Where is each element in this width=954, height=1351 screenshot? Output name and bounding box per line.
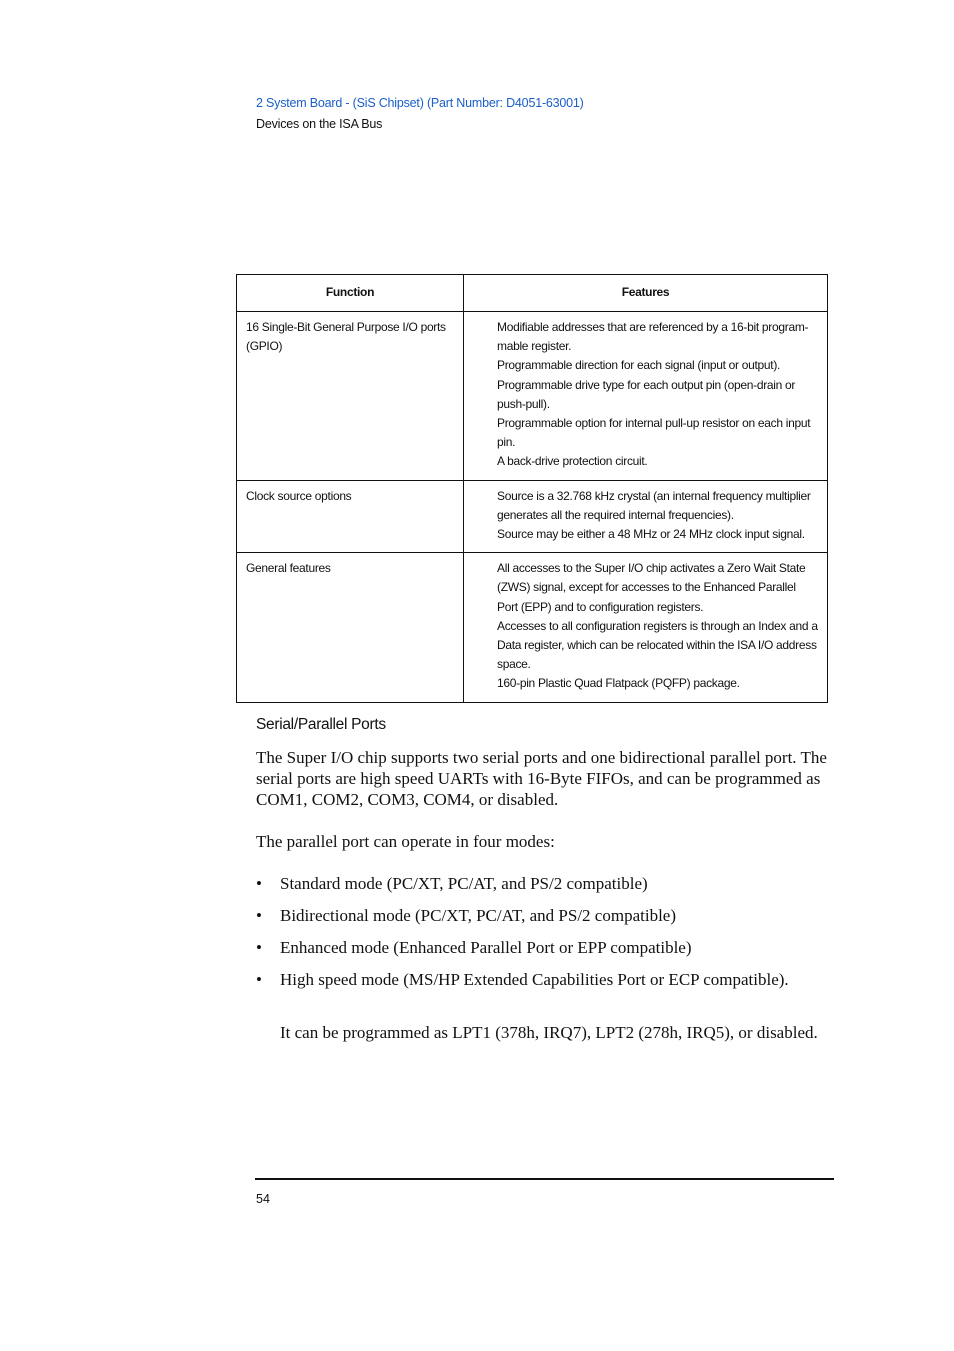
features-table — [236, 274, 828, 703]
body-paragraph: The Super I/O chip supports two serial ports and one bidirectional parallel port. The serial ports are high speed UARTs with 16-Byte FIFOs, and can be programmed as COM1, COM2, COM3, COM4, or disabled. — [256, 748, 827, 809]
footer-divider — [255, 1178, 834, 1180]
column-header-features: Features — [464, 275, 828, 312]
list-item-text: Enhanced mode (Enhanced Parallel Port or EPP compatible) — [280, 938, 692, 957]
feature-item: Accesses to all configuration registers is through an Index and a Data register, which can be relocated within the ISA I/O address space. — [497, 618, 818, 672]
feature-item: Programmable direction for each signal (input or output). — [497, 358, 781, 373]
feature-item: Source is a 32.768 kHz crystal (an internal frequency multiplier generates all the required internal frequencies). — [497, 488, 811, 522]
function-cell: Clock source options — [237, 480, 464, 553]
column-header-function: Function — [237, 275, 464, 312]
feature-item: A back-drive protection circuit. — [497, 454, 648, 469]
body-paragraph: The parallel port can operate in four modes: — [256, 832, 555, 851]
table-row — [237, 480, 828, 553]
page-header — [256, 96, 856, 131]
feature-item: Source may be either a 48 MHz or 24 MHz clock input signal. — [497, 527, 805, 542]
page-number: 54 — [256, 1192, 270, 1206]
table-row — [237, 312, 828, 481]
function-cell: General features — [237, 553, 464, 702]
list-item-text: High speed mode (MS/HP Extended Capabilities Port or ECP compatible). — [280, 970, 789, 989]
body-paragraph: It can be programmed as LPT1 (378h, IRQ7), LPT2 (278h, IRQ5), or disabled. — [280, 1023, 818, 1042]
bullet: • — [256, 906, 262, 925]
feature-item: Programmable option for internal pull-up resistor on each input pin. — [497, 416, 811, 450]
list-item-text: Bidirectional mode (PC/XT, PC/AT, and PS/2 compatible) — [280, 906, 676, 925]
list-item — [256, 873, 836, 894]
table-header-row — [237, 275, 828, 312]
bullet: • — [256, 938, 262, 957]
features-cell — [464, 312, 828, 481]
feature-item: 160-pin Plastic Quad Flatpack (PQFP) package. — [497, 676, 740, 691]
bullet: • — [256, 874, 262, 893]
parallel-mode-list — [256, 873, 836, 990]
section-heading: Serial/Parallel Ports — [256, 716, 386, 733]
list-item — [256, 937, 836, 958]
feature-item: Programmable drive type for each output pin (open-drain or push-pull). — [497, 377, 796, 411]
chapter-title-link[interactable]: 2 System Board - (SiS Chipset) (Part Number: D4051-63001) — [256, 96, 584, 110]
bullet: • — [256, 970, 262, 989]
list-item-text: Standard mode (PC/XT, PC/AT, and PS/2 compatible) — [280, 874, 648, 893]
table-row — [237, 553, 828, 702]
features-cell — [464, 553, 828, 702]
feature-item: Modifiable addresses that are referenced by a 16-bit program-mable register. — [497, 320, 809, 354]
features-cell — [464, 480, 828, 553]
feature-item: All accesses to the Super I/O chip activates a Zero Wait State (ZWS) signal, except for accesses to the Enhanced Parallel Port (EPP) and to configuration registers. — [497, 561, 806, 614]
list-item — [256, 969, 836, 990]
list-item — [256, 905, 836, 926]
section-title: Devices on the ISA Bus — [256, 117, 383, 131]
function-cell: 16 Single-Bit General Purpose I/O ports (GPIO) — [237, 312, 464, 481]
